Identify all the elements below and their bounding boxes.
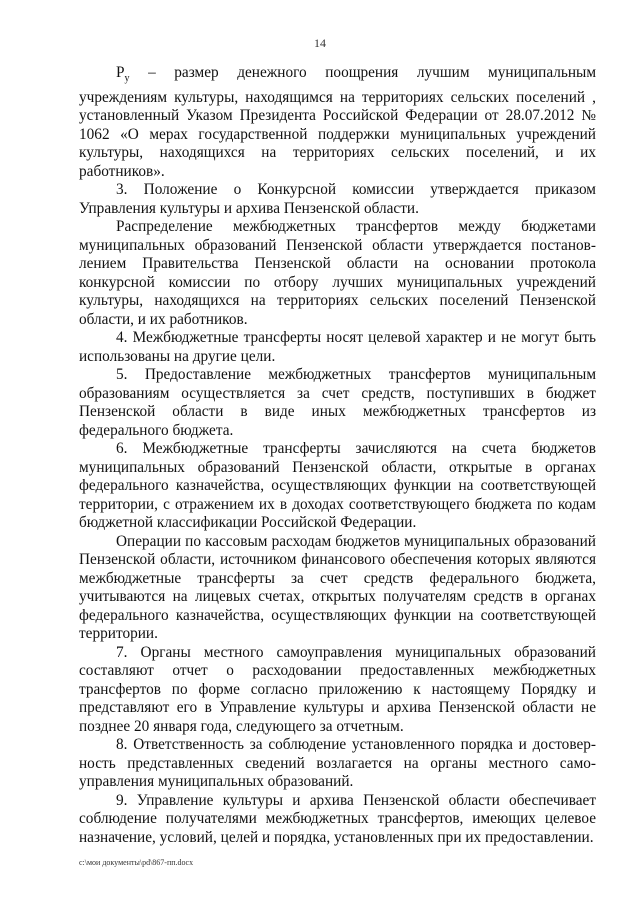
footer-file-path: c:\мои документы\pd\867-пп.docx — [79, 858, 194, 867]
variable-subscript: у — [124, 73, 130, 85]
variable-symbol: Р — [116, 64, 125, 81]
document-body — [79, 64, 596, 847]
paragraph-5: 5. Предоставление межбюджетных трансфертов муниципальным образованиям осуществляется за счет средств, поступивших в бюджет Пензенской области в виде иных межбюджетных трансфертов из федерального бюджета. — [79, 366, 596, 439]
paragraph-definition — [79, 64, 596, 181]
paragraph-6: 6. Межбюджетные трансферты зачисляются на счета бюджетов муниципальных образований Пензенской области, открытые в органах федерального казначейства, осуществляющих функции на соответствующей территории, с отражением их в доходах соответствующего бюджета по кодам бюджетной классификации Российской Федерации. — [79, 440, 596, 532]
paragraph-9: 9. Управление культуры и архива Пензенской области обеспечивает соблюдение получателями межбюджетных трансфертов, имеющих целевое назначение, условий, целей и порядка, установленных при их предоставлении. — [79, 791, 596, 846]
paragraph-distribution: Распределение межбюджетных трансфертов между бюджетами муниципальных образований Пензенской области утверждается постанов-лением Правительства Пензенской области на основании протокола конкурсной комиссии по отбору лучших муниципальных учреждений культуры, находящихся на территориях сельских поселений Пензенской области, и их работников. — [79, 218, 596, 328]
paragraph-4: 4. Межбюджетные трансферты носят целевой характер и не могут быть использованы на другие цели. — [79, 329, 596, 365]
paragraph-7: 7. Органы местного самоуправления муниципальных образований составляют отчет о расходовании предоставленных межбюджетных трансфертов по форме согласно приложению к настоящему Порядку и представляют его в Управление культуры и архива Пензенской области не позднее 20 января года, следующего за отчетным. — [79, 643, 596, 735]
page-number: 14 — [314, 36, 326, 50]
paragraph-3: 3. Положение о Конкурсной комиссии утверждается приказом Управления культуры и архива Пензенской области. — [79, 181, 596, 217]
paragraph-8: 8. Ответственность за соблюдение установленного порядка и достовер-ность представленных сведений возлагается на органы местного само-управления муниципальных образований. — [79, 736, 596, 791]
paragraph-operations: Операции по кассовым расходам бюджетов муниципальных образований Пензенской области, источником финансового обеспечения которых являются межбюджетные трансферты за счет средств федерального бюджета, учитываются на лицевых счетах, открытых получателям средств в органах федерального казначейства, осуществляющих функции на соответствующей территории. — [79, 532, 596, 643]
definition-text: – размер денежного поощрения лучшим муниципальным учреждениям культуры, находящимся на территориях сельских поселений , установленный Указом Президента Российской Федерации от 28.07.2012 № 1062 «О мерах государственной поддержки муниципальных учреждений культуры, находящихся на территориях сельских поселений, и их работников». — [79, 64, 596, 180]
